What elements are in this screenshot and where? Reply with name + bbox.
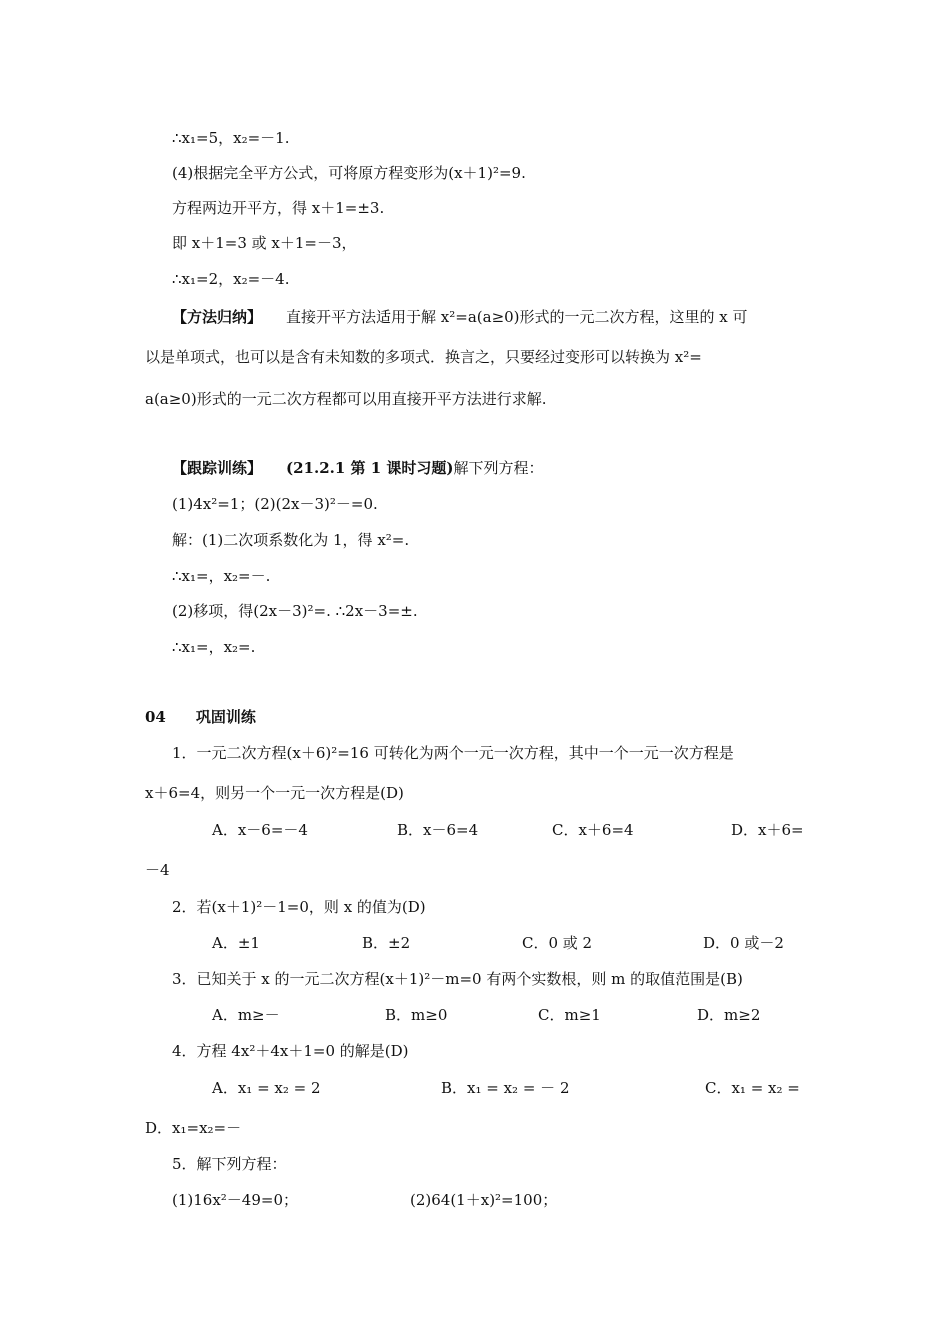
solution-line: 即 x＋1=3 或 x＋1=－3， (172, 234, 357, 252)
tracking-line: (2)移项，得(2x－3)²=. ∴2x－3=±. (172, 602, 418, 620)
question-5-stem: 5．解下列方程： (172, 1155, 287, 1173)
question-5-part-1: (1)16x²－49=0； (172, 1191, 299, 1209)
question-4-option-a: A．x₁ = x₂ = 2 (212, 1079, 321, 1097)
tracking-line: ∴x₁=，x₂=－. (172, 567, 271, 585)
section-number: 04 (145, 708, 166, 726)
question-1-option-d: D．x＋6= (731, 821, 804, 839)
question-1-option-d-wrap: －4 (145, 861, 170, 879)
tracking-source: (21.2.1 第 1 课时习题) (286, 459, 454, 477)
question-3-option-a: A．m≥－ (212, 1006, 280, 1024)
method-summary-line: 以是单项式，也可以是含有未知数的多项式．换言之，只要经过变形可以转换为 x²= (145, 348, 702, 366)
solution-line: (4)根据完全平方公式，可将原方程变形为(x＋1)²=9. (172, 164, 526, 182)
question-3-stem: 3．已知关于 x 的一元二次方程(x＋1)²－m=0 有两个实数根，则 m 的取值范围是(B) (172, 970, 743, 988)
question-2-option-d: D．0 或－2 (703, 934, 784, 952)
question-2-option-a: A．±1 (212, 934, 260, 952)
solution-line: 方程两边开平方，得 x＋1=±3. (172, 199, 385, 217)
method-summary-label: 【方法归纳】 (172, 308, 263, 326)
question-1-option-c: C．x＋6=4 (552, 821, 634, 839)
section-heading (145, 706, 256, 728)
question-4-option-c: C．x₁ = x₂ = (705, 1079, 800, 1097)
tracking-label: 【跟踪训练】 (172, 459, 263, 477)
question-4-stem: 4．方程 4x²＋4x＋1=0 的解是(D) (172, 1042, 409, 1060)
question-1-stem: 1．一元二次方程(x＋6)²=16 可转化为两个一元一次方程，其中一个一元一次方程是 (172, 744, 734, 762)
question-1-option-b: B．x－6=4 (397, 821, 479, 839)
solution-line: ∴x₁=2，x₂=－4. (172, 270, 290, 288)
tracking-practice-header (172, 457, 544, 479)
tracking-line: (1)4x²=1；(2)(2x－3)²－=0. (172, 495, 378, 513)
question-3-option-c: C．m≥1 (538, 1006, 601, 1024)
tracking-line: ∴x₁=，x₂=. (172, 638, 256, 656)
method-summary-line: a(a≥0)形式的一元二次方程都可以用直接开平方法进行求解. (145, 390, 547, 408)
question-4-option-d: D．x₁=x₂=－ (145, 1119, 242, 1137)
question-1-option-a: A．x－6=－4 (212, 821, 308, 839)
question-2-stem: 2．若(x＋1)²－1=0，则 x 的值为(D) (172, 898, 426, 916)
section-title: 巩固训练 (195, 708, 256, 726)
tracking-line: 解：(1)二次项系数化为 1，得 x²=. (172, 531, 410, 549)
method-summary-line (172, 306, 748, 328)
question-3-option-b: B．m≥0 (385, 1006, 448, 1024)
question-2-option-b: B．±2 (362, 934, 411, 952)
question-1-stem: x＋6=4，则另一个一元一次方程是(D) (145, 784, 404, 802)
solution-line: ∴x₁=5，x₂=－1. (172, 129, 290, 147)
question-5-part-2: (2)64(1＋x)²=100； (410, 1191, 558, 1209)
question-3-option-d: D．m≥2 (697, 1006, 761, 1024)
question-2-option-c: C．0 或 2 (522, 934, 593, 952)
tracking-intro: 解下列方程： (453, 459, 544, 477)
question-4-option-b: B．x₁ = x₂ = － 2 (441, 1079, 570, 1097)
method-summary-text: 直接开平方法适用于解 x²=a(a≥0)形式的一元二次方程，这里的 x 可 (286, 308, 748, 326)
